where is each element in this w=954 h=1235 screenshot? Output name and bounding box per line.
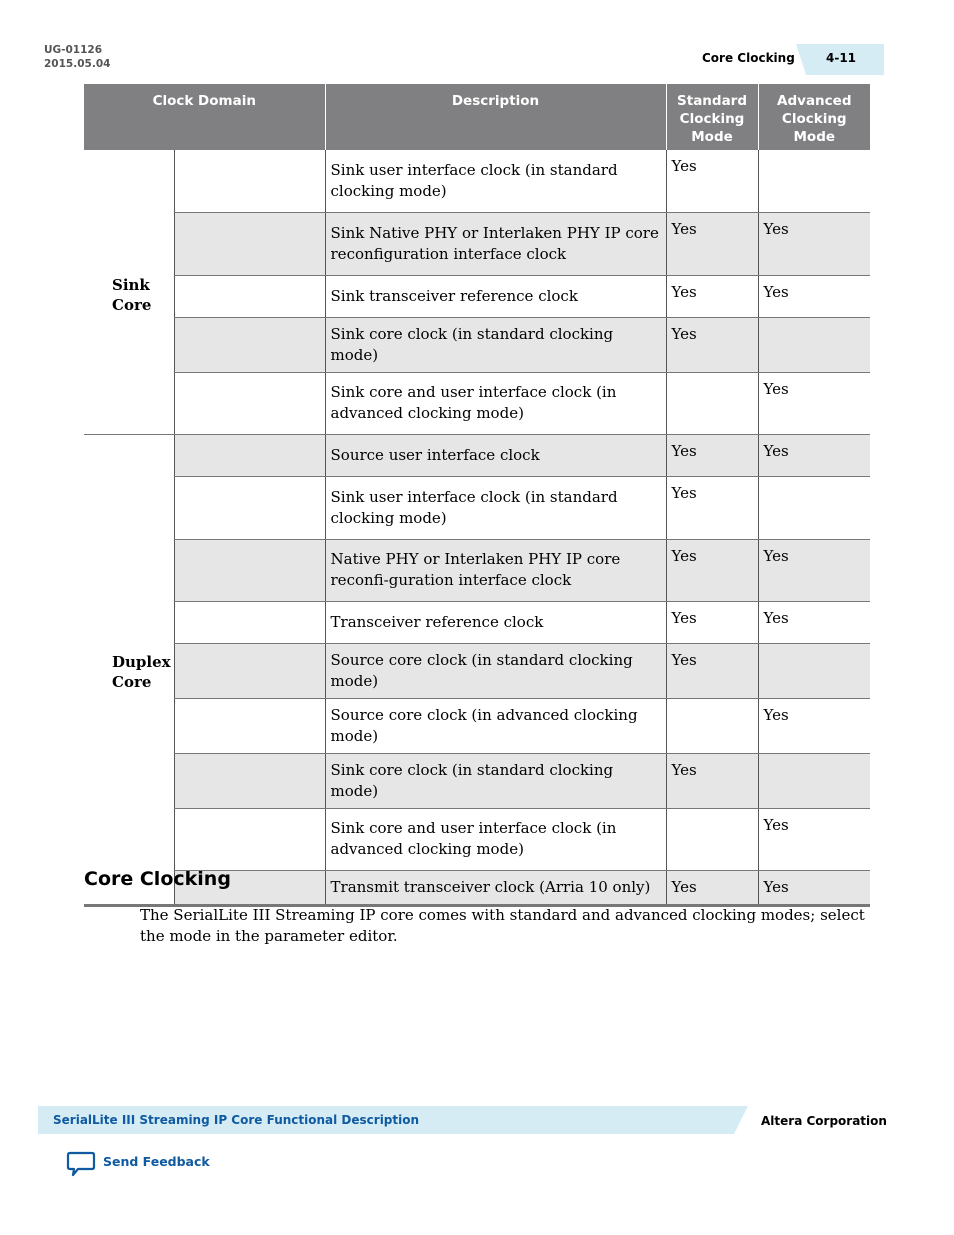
description-cell: Sink user interface clock (in standard clocking mode) <box>325 476 666 539</box>
standard-mode-cell: Yes <box>666 434 758 476</box>
table-row <box>84 601 870 643</box>
description-cell: Sink core clock (in standard clocking mode) <box>325 753 666 808</box>
footer-company: Altera Corporation <box>761 1114 887 1128</box>
standard-mode-cell: Yes <box>666 476 758 539</box>
standard-mode-cell: Yes <box>666 870 758 905</box>
description-cell: Native PHY or Interlaken PHY IP core reconfi-guration interface clock <box>325 539 666 601</box>
column-header-standard-mode: Standard Clocking Mode <box>666 84 758 150</box>
clock-domain-table <box>84 84 870 907</box>
subdomain-cell <box>174 643 325 698</box>
table-row <box>84 643 870 698</box>
advanced-mode-cell <box>758 643 870 698</box>
description-cell: Sink Native PHY or Interlaken PHY IP core reconfiguration interface clock <box>325 212 666 275</box>
document-date: 2015.05.04 <box>44 58 111 70</box>
subdomain-cell <box>174 317 325 372</box>
description-cell: Sink core and user interface clock (in advanced clocking mode) <box>325 808 666 870</box>
document-id-block <box>44 43 110 71</box>
table-row <box>84 808 870 870</box>
table-body <box>84 150 870 905</box>
subdomain-cell <box>174 372 325 434</box>
advanced-mode-cell: Yes <box>758 870 870 905</box>
section-title: Core Clocking <box>84 868 231 890</box>
standard-mode-cell <box>666 698 758 753</box>
table-header-row <box>84 84 870 150</box>
standard-mode-cell: Yes <box>666 275 758 317</box>
description-cell: Sink transceiver reference clock <box>325 275 666 317</box>
description-cell: Sink core clock (in standard clocking mode) <box>325 317 666 372</box>
subdomain-cell <box>174 275 325 317</box>
advanced-mode-cell: Yes <box>758 601 870 643</box>
table-row <box>84 150 870 212</box>
subdomain-cell <box>174 150 325 212</box>
clock-domain-cell: Sink Core <box>84 150 174 434</box>
subdomain-cell <box>174 539 325 601</box>
table-row <box>84 434 870 476</box>
standard-mode-cell: Yes <box>666 753 758 808</box>
advanced-mode-cell: Yes <box>758 698 870 753</box>
advanced-mode-cell <box>758 476 870 539</box>
standard-mode-cell <box>666 372 758 434</box>
standard-mode-cell: Yes <box>666 317 758 372</box>
subdomain-cell <box>174 434 325 476</box>
feedback-icon[interactable] <box>66 1151 96 1177</box>
description-cell: Source core clock (in advanced clocking mode) <box>325 698 666 753</box>
table-row <box>84 539 870 601</box>
table-row <box>84 372 870 434</box>
advanced-mode-cell: Yes <box>758 372 870 434</box>
advanced-mode-cell <box>758 753 870 808</box>
column-header-description: Description <box>325 84 666 150</box>
advanced-mode-cell <box>758 317 870 372</box>
standard-mode-cell: Yes <box>666 212 758 275</box>
advanced-mode-cell: Yes <box>758 808 870 870</box>
footer-chapter-link[interactable]: SerialLite III Streaming IP Core Functional Description <box>53 1113 420 1127</box>
subdomain-cell <box>174 753 325 808</box>
subdomain-cell <box>174 212 325 275</box>
description-cell: Source core clock (in standard clocking mode) <box>325 643 666 698</box>
section-body: The SerialLite III Streaming IP core comes with standard and advanced clocking modes; select the mode in the parameter editor. <box>140 906 865 945</box>
description-cell: Sink user interface clock (in standard clocking mode) <box>325 150 666 212</box>
advanced-mode-cell: Yes <box>758 539 870 601</box>
standard-mode-cell: Yes <box>666 150 758 212</box>
standard-mode-cell: Yes <box>666 601 758 643</box>
standard-mode-cell <box>666 808 758 870</box>
table-row <box>84 753 870 808</box>
description-cell: Source user interface clock <box>325 434 666 476</box>
advanced-mode-cell: Yes <box>758 275 870 317</box>
standard-mode-cell: Yes <box>666 643 758 698</box>
advanced-mode-cell: Yes <box>758 434 870 476</box>
clock-domain-cell: Duplex Core <box>84 434 174 905</box>
page-number: 4-11 <box>826 51 857 65</box>
table-row <box>84 698 870 753</box>
send-feedback-link[interactable]: Send Feedback <box>103 1154 210 1169</box>
subdomain-cell <box>174 808 325 870</box>
column-header-advanced-mode: Advanced Clocking Mode <box>758 84 870 150</box>
standard-mode-cell: Yes <box>666 539 758 601</box>
subdomain-cell <box>174 476 325 539</box>
description-cell: Sink core and user interface clock (in advanced clocking mode) <box>325 372 666 434</box>
header-section-name: Core Clocking <box>702 51 795 65</box>
table-row <box>84 212 870 275</box>
description-cell: Transceiver reference clock <box>325 601 666 643</box>
table-row <box>84 317 870 372</box>
document-id: UG-01126 <box>44 44 103 56</box>
subdomain-cell <box>174 698 325 753</box>
column-header-clock-domain: Clock Domain <box>84 84 325 150</box>
subdomain-cell <box>174 601 325 643</box>
table-row <box>84 476 870 539</box>
table-row <box>84 275 870 317</box>
advanced-mode-cell <box>758 150 870 212</box>
description-cell: Transmit transceiver clock (Arria 10 only) <box>325 870 666 905</box>
advanced-mode-cell: Yes <box>758 212 870 275</box>
